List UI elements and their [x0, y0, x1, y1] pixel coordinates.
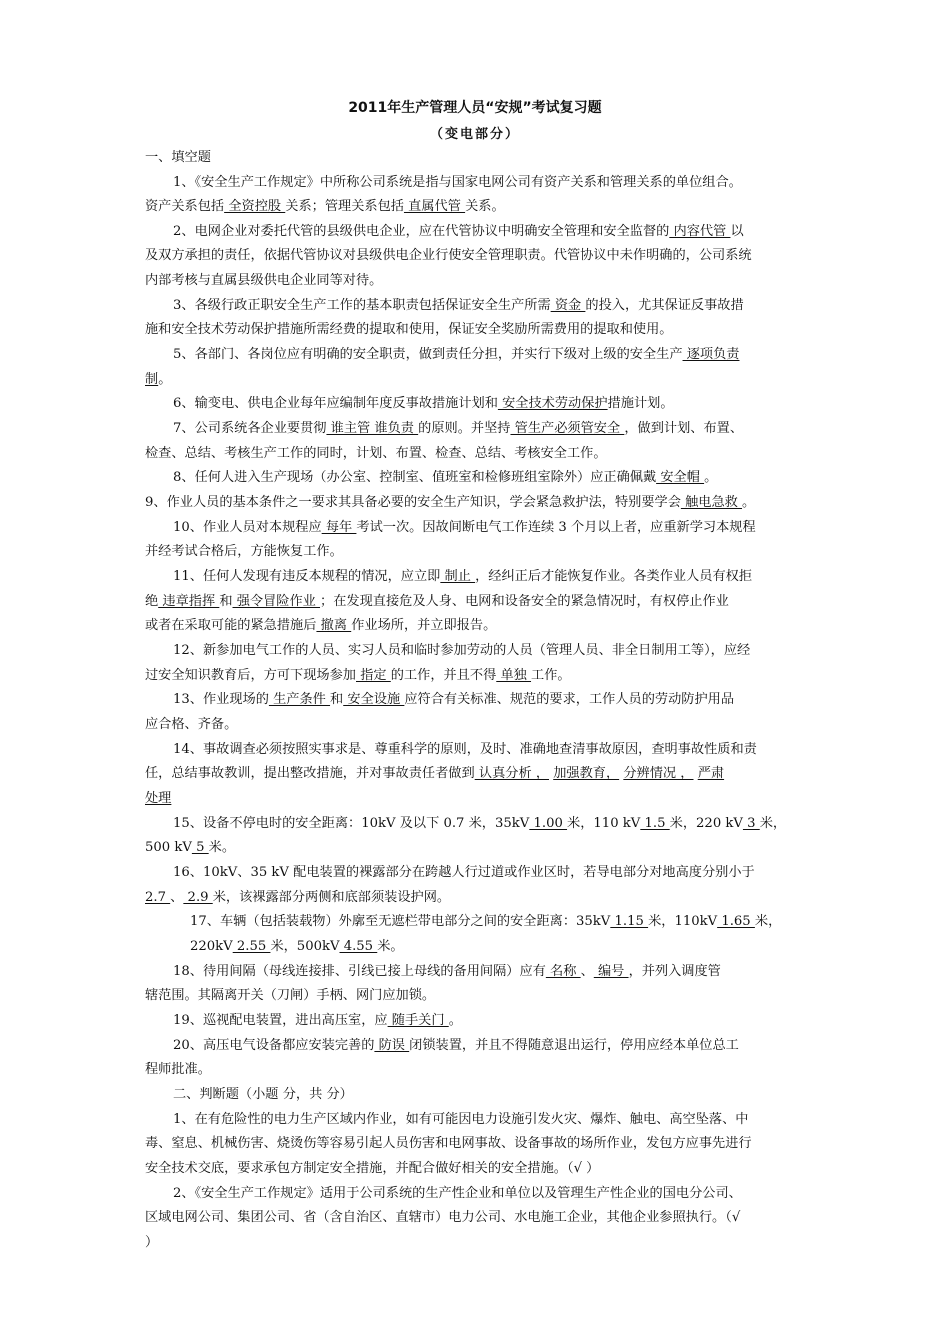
text-segment: 关系；管理关系包括 — [285, 199, 404, 214]
document-title: 2011年生产管理人员“安规”考试复习题 — [348, 100, 602, 116]
text-line — [173, 1012, 462, 1030]
text-segment: 6、输变电、供电企业每年应编制年度反事故措施计划和 — [173, 396, 498, 411]
text-segment: 17、车辆（包括装载物）外廓至无遮栏带电部分之间的安全距离：35kV — [190, 914, 611, 929]
text-line — [173, 1111, 748, 1129]
answer-blank: 谁主管 谁负责 — [326, 421, 419, 436]
answer-blank: 撤离 — [316, 618, 352, 633]
text-line — [145, 617, 496, 635]
text-line — [145, 445, 607, 463]
text-line — [145, 593, 729, 611]
text-segment: 。 — [448, 1013, 462, 1028]
text-line — [145, 1135, 752, 1153]
text-line — [145, 543, 343, 561]
text-segment: 10、作业人员对本规程应 — [173, 520, 322, 535]
text-segment: 一、填空题 — [145, 150, 211, 165]
text-line — [145, 765, 724, 783]
answer-blank: 安全帽 — [656, 470, 705, 485]
text-line — [173, 1086, 353, 1104]
answer-blank: 直属代管 — [403, 199, 466, 214]
text-segment: 14、事故调查必须按照实事求是、尊重科学的原则，及时、准确地查清事故原因，查明事故性质和责 — [173, 742, 757, 757]
text-segment: 1、在有危险性的电力生产区域内作业，如有可能因电力设施引发火灾、爆炸、触电、高空坠落、中 — [173, 1112, 749, 1127]
text-line — [145, 149, 211, 167]
text-segment: 20、高压电气设备都应安装完善的 — [173, 1038, 375, 1053]
text-segment: 、 — [170, 890, 184, 905]
text-segment: 18、待用间隔（母线连接排、引线已接上母线的备用间隔）应有 — [173, 964, 546, 979]
text-line — [173, 1185, 742, 1203]
text-segment: 检查、总结、考核生产工作的同时，计划、布置、检查、总结、考核安全工作。 — [145, 446, 607, 461]
answer-blank: 1.15 — [610, 914, 649, 929]
answer-blank: 2.7 — [145, 890, 171, 905]
answer-blank: 安全设施 — [343, 692, 405, 707]
answer-blank: 防误 — [374, 1038, 410, 1053]
text-line — [145, 371, 171, 389]
text-line — [145, 1234, 158, 1252]
text-line — [173, 519, 756, 537]
text-segment: 毒、窒息、机械伤害、烧烫伤等容易引起人员伤害和电网事故、设备事故的场所作业，发包方应事先进行 — [145, 1136, 752, 1151]
text-line — [145, 889, 450, 907]
answer-blank: 2.9 — [183, 890, 213, 905]
text-segment: 关系。 — [465, 199, 505, 214]
text-segment: 区域电网公司、集团公司、省（含自治区、直辖市）电力公司、水电施工企业，其他企业参照执行。（√ — [145, 1210, 741, 1225]
text-line — [145, 321, 673, 339]
text-segment: 安全技术交底，要求承包方制定安全措施，并配合做好相关的安全措施。（√ ） — [145, 1161, 600, 1176]
text-segment: 8、任何人进入生产现场（办公室、控制室、值班室和检修班组室除外）应正确佩戴 — [173, 470, 657, 485]
text-segment: ，经纠正后才能恢复作业。各类作业人员有权拒 — [475, 569, 753, 584]
text-segment: 和 — [330, 692, 344, 707]
answer-blank: 指定 — [356, 668, 391, 683]
text-segment: 米，110 kV — [567, 816, 641, 831]
text-segment: ；在发现直接危及人身、电网和设备安全的紧急情况时，有权停止作业 — [320, 594, 729, 609]
text-segment: 二、判断题（小题 分，共 分） — [173, 1087, 353, 1102]
text-segment: 12、新参加电气工作的人员、实习人员和临时参加劳动的人员（管理人员、非全日制用工等），应经 — [173, 643, 751, 658]
answer-blank: 单独 — [496, 668, 532, 683]
text-segment: 2、《安全生产工作规定》适用于公司系统的生产性企业和单位以及管理生产性企业的国电分公司、 — [173, 1186, 742, 1201]
answer-blank: 随手关门 — [387, 1013, 449, 1028]
answer-blank: 认真分析 ， — [474, 766, 550, 781]
answer-blank: 触电急救 — [680, 495, 743, 510]
text-segment: 任，总结事故教训，提出整改措施，并对事故责任者做到 — [145, 766, 475, 781]
answer-blank: 分辨情况 ， — [623, 766, 694, 781]
text-segment: 9、作业人员的基本条件之一要求其具备必要的安全生产知识，学会紧急救护法，特别要学会 — [145, 495, 681, 510]
text-segment: 1、《安全生产工作规定》中所称公司系统是指与国家电网公司有资产关系和管理关系的单位组合。 — [173, 175, 742, 190]
text-segment: 11、任何人发现有违反本规程的情况，应立即 — [173, 569, 441, 584]
text-segment: ，并列入调度管 — [628, 964, 721, 979]
text-segment: 7、公司系统各企业要贯彻 — [173, 421, 327, 436]
answer-blank: 4.55 — [339, 939, 378, 954]
answer-blank: 制 — [145, 372, 159, 387]
text-segment: 3、各级行政正职安全生产工作的基本职责包括保证安全生产所需 — [173, 298, 551, 313]
answer-blank: 逐项负责 — [682, 347, 740, 362]
text-segment: 施和安全技术劳动保护措施所需经费的提取和使用，保证安全奖励所需费用的提取和使用。 — [145, 322, 673, 337]
text-line — [173, 741, 757, 759]
text-segment: 米， — [759, 816, 787, 831]
text-segment: 米，220 kV — [669, 816, 743, 831]
text-segment: 米，该裸露部分两侧和底部须装设护网。 — [212, 890, 451, 905]
text-segment: 的工作，并且不得 — [390, 668, 497, 683]
text-segment: 应合格、齐备。 — [145, 717, 238, 732]
answer-blank: 2.55 — [232, 939, 271, 954]
text-segment: 内部考核与直属县级供电企业同等对待。 — [145, 273, 383, 288]
text-segment: 措施计划。 — [607, 396, 674, 411]
text-line — [190, 913, 781, 931]
text-line — [145, 839, 235, 857]
text-line — [173, 642, 750, 660]
answer-blank: 内容代管 — [669, 224, 731, 239]
text-line — [173, 420, 743, 438]
text-segment: 。 — [158, 372, 172, 387]
text-segment: 。 — [742, 495, 756, 510]
text-line — [145, 716, 237, 734]
text-line — [145, 667, 571, 685]
answer-blank: 1.65 — [717, 914, 755, 929]
text-segment: 2、电网企业对委托代管的县级供电企业，应在代管协议中明确安全管理和安全监督的 — [173, 224, 670, 239]
answer-blank: 处理 — [145, 791, 172, 806]
text-line — [173, 568, 752, 586]
text-segment: 米。 — [377, 939, 404, 954]
text-line — [145, 494, 755, 512]
text-segment: 工作。 — [531, 668, 571, 683]
text-line — [145, 198, 505, 216]
text-segment: 程师批准。 — [145, 1062, 211, 1077]
text-segment: 的原则。并坚持 — [418, 421, 511, 436]
text-line — [145, 272, 382, 290]
answer-blank: 3 — [742, 816, 760, 831]
text-segment: 并经考试合格后，方能恢复工作。 — [145, 544, 343, 559]
text-line — [173, 174, 742, 192]
text-segment: 考试一次。因故间断电气工作连续 3 个月以上者，应重新学习本规程 — [356, 520, 756, 535]
text-segment: 过安全知识教育后，方可下现场参加 — [145, 668, 356, 683]
text-line — [173, 1037, 739, 1055]
text-segment: 220kV — [190, 939, 233, 954]
text-segment: ，做到计划、布置、 — [624, 421, 744, 436]
text-segment: 绝 — [145, 594, 159, 609]
text-segment: 米， — [754, 914, 782, 929]
text-segment: 米，500kV — [270, 939, 340, 954]
text-segment: 应符合有关标准、规范的要求，工作人员的劳动防护用品 — [404, 692, 735, 707]
text-segment: 辖范围。其隔离开关（刀闸）手柄、网门应加锁。 — [145, 988, 436, 1003]
text-line — [145, 247, 752, 265]
answer-blank: 加强教育， — [553, 766, 620, 781]
text-segment: 、 — [580, 964, 594, 979]
text-line — [145, 987, 435, 1005]
answer-blank: 安全技术劳动保护 — [497, 396, 608, 411]
text-segment: 500 kV — [145, 840, 192, 855]
text-segment: 或者在采取可能的紧急措施后 — [145, 618, 317, 633]
text-segment: ） — [145, 1235, 159, 1250]
text-line — [145, 790, 171, 808]
text-line — [145, 1160, 599, 1178]
document-subtitle: （变电部分） — [429, 127, 520, 142]
text-segment: 作业场所，并立即报告。 — [351, 618, 497, 633]
text-segment: 以 — [730, 224, 744, 239]
answer-blank: 5 — [191, 840, 209, 855]
answer-blank: 严肃 — [697, 766, 725, 781]
text-segment: 16、10kV、35 kV 配电装置的裸露部分在跨越人行过道或作业区时，若导电部分对地高度分别小于 — [173, 865, 755, 880]
answer-blank: 生产条件 — [268, 692, 331, 707]
answer-blank: 管生产必须管安全 — [510, 421, 625, 436]
answer-blank: 全资控股 — [224, 199, 286, 214]
answer-blank: 强令冒险作业 — [232, 594, 321, 609]
text-segment: 米。 — [208, 840, 236, 855]
text-segment: 和 — [219, 594, 233, 609]
text-segment: 的投入，尤其保证反事故措 — [585, 298, 744, 313]
answer-blank: 名称 — [545, 964, 581, 979]
text-segment: 5、各部门、各岗位应有明确的安全职责，做到责任分担，并实行下级对上级的安全生产 — [173, 347, 683, 362]
text-line — [173, 395, 674, 413]
text-segment: 米，110kV — [648, 914, 718, 929]
text-line — [173, 469, 717, 487]
text-segment: 。 — [704, 470, 718, 485]
text-segment: 资产关系包括 — [145, 199, 225, 214]
answer-blank: 违章指挥 — [158, 594, 220, 609]
answer-blank: 资金 — [550, 298, 586, 313]
text-line — [173, 691, 734, 709]
text-line — [173, 963, 721, 981]
text-line — [190, 938, 404, 956]
text-line — [173, 346, 739, 364]
text-segment: 19、巡视配电装置，进出高压室，应 — [173, 1013, 388, 1028]
text-line — [173, 815, 786, 833]
answer-blank: 制止 — [440, 569, 476, 584]
answer-blank: 每年 — [321, 520, 357, 535]
text-segment: 15、设备不停电时的安全距离：10kV 及以下 0.7 米，35kV — [173, 816, 530, 831]
text-line — [145, 1061, 211, 1079]
text-line — [145, 1209, 740, 1227]
text-line — [173, 864, 755, 882]
answer-blank: 编号 — [593, 964, 629, 979]
answer-blank: 1.5 — [640, 816, 670, 831]
answer-blank: 1.00 — [529, 816, 568, 831]
text-segment: 13、作业现场的 — [173, 692, 269, 707]
text-segment: 及双方承担的责任，依据代管协议对县级供电企业行使安全管理职责。代管协议中未作明确的，公司系统 — [145, 248, 752, 263]
text-line — [173, 223, 744, 241]
text-segment: 闭锁装置，并且不得随意退出运行，停用应经本单位总工 — [409, 1038, 739, 1053]
text-line — [173, 297, 744, 315]
